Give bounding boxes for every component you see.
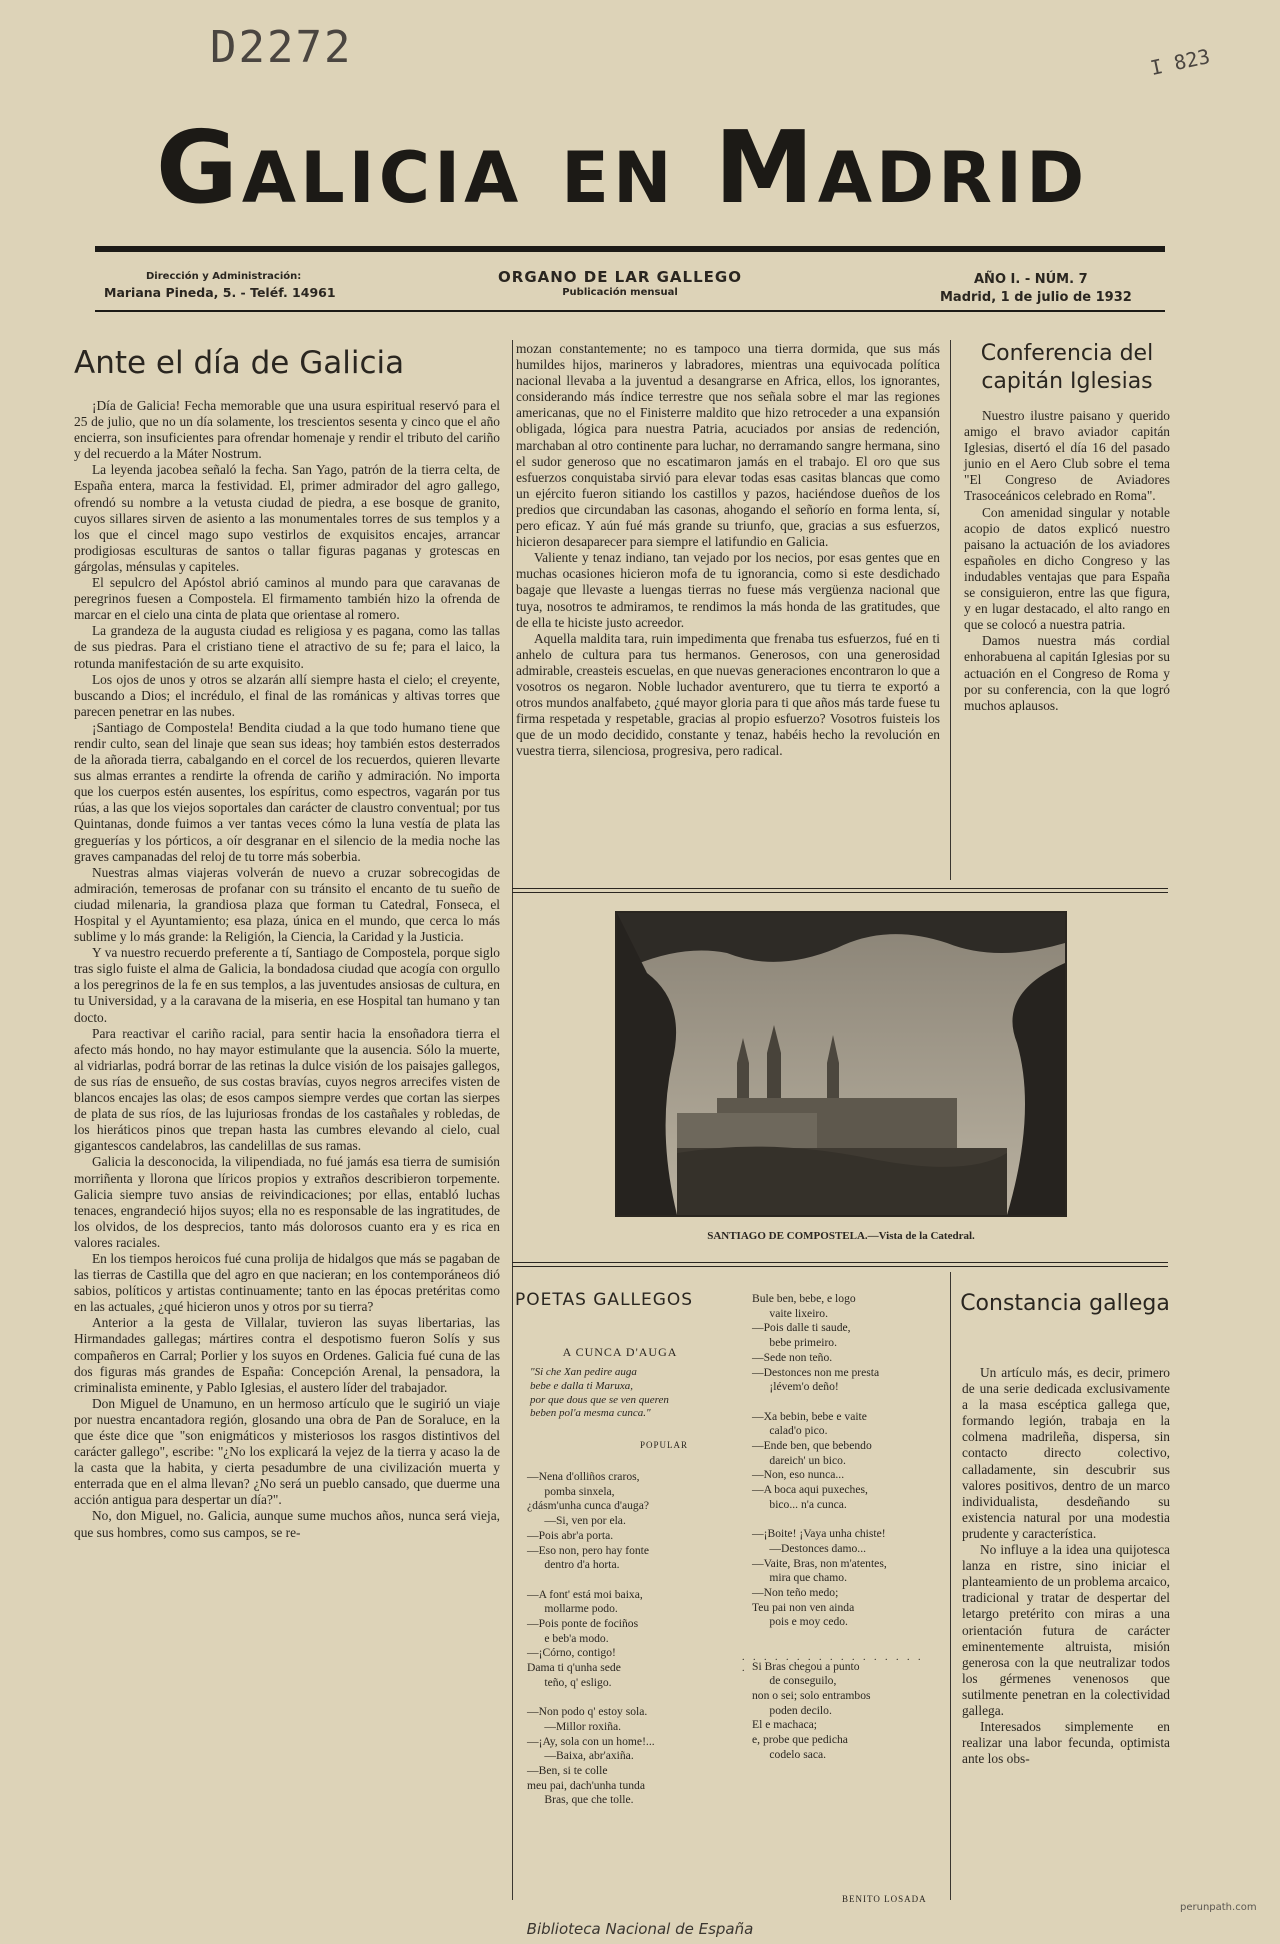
poem-line: non o sei; solo entrambos xyxy=(752,1688,871,1702)
main-article-paragraph: El sepulcro del Apóstol abrió caminos al mundo para que caravanas de peregrinos fuesen a Compostela. El firmamento también hizo la ofrenda de marcar en el cielo una cinta de plata que orientase al romero. xyxy=(74,575,500,623)
poem-line: —¡Ay, sola con un home!... xyxy=(527,1734,655,1748)
main-article-column-1 xyxy=(74,398,500,1541)
poem-line xyxy=(752,1395,942,1410)
main-article-column-2 xyxy=(516,341,940,759)
poem-line: Teu pai non ven ainda xyxy=(752,1600,855,1614)
poem-line: teño, q' esligo. xyxy=(527,1675,612,1689)
masthead-rule xyxy=(95,310,1165,312)
masthead-issue xyxy=(900,272,1180,305)
issue-date: Madrid, 1 de julio de 1932 xyxy=(940,290,1132,305)
poem-line: ¿dásm'unha cunca d'auga? xyxy=(527,1499,649,1513)
poem-line: —Millor roxiña. xyxy=(527,1719,622,1733)
organ-name: ORGANO DE LAR GALLEGO xyxy=(498,268,742,286)
shelf-mark: I 823 xyxy=(1148,44,1213,80)
main-article-paragraph: Los ojos de unos y otros se alzarán allí siempre hasta el cielo; el creyente, buscando a Dios; el incrédulo, el final de las románicas y altivas torres que parecen penetrar en las nubes. xyxy=(74,671,500,719)
poem-line: bico... n'a cunca. xyxy=(752,1497,847,1511)
photo-separator-bottom xyxy=(512,1262,1168,1267)
poem-line: pomba sinxela, xyxy=(527,1484,615,1498)
poem-line: —Pois abr'a porta. xyxy=(527,1528,614,1542)
poem-line: Bras, que che tolle. xyxy=(527,1793,634,1807)
poetry-section-title: POETAS GALLEGOS xyxy=(515,1290,694,1310)
dotted-separator: . . . . . . . . . . . . . . . . . . xyxy=(742,1652,924,1674)
poem-line: —¡Boite! ¡Vaya unha chiste! xyxy=(752,1527,886,1541)
poem-line: —Ben, si te colle xyxy=(527,1764,608,1778)
poem-line: —Nena d'olliños craros, xyxy=(527,1470,640,1483)
poem-line: Si Bras chegou a punto xyxy=(752,1659,860,1673)
poem-line: mollarme podo. xyxy=(527,1602,618,1616)
photo-separator-top xyxy=(512,888,1168,893)
poem-line xyxy=(752,1630,942,1645)
poem-line: Dama ti q'unha sede xyxy=(527,1661,621,1675)
poem-line: —Xa bebin, bebe e vaite xyxy=(752,1409,867,1423)
masthead-address xyxy=(104,271,384,300)
poem-line: —Non teño medo; xyxy=(752,1586,839,1600)
poem-line: —¡Córno, contigo! xyxy=(527,1646,616,1660)
poem-line: —Non podo q' estoy sola. xyxy=(527,1705,648,1719)
column-divider-2 xyxy=(950,340,951,880)
address-label: Dirección y Administración: xyxy=(146,271,302,282)
main-article-paragraph: La grandeza de la augusta ciudad es religiosa y es pagana, como las tallas de sus piedras. Para el cristiano tiene el atractivo de su fe; para el laico, la rotunda manifestación de su arte exquisito. xyxy=(74,623,500,671)
poem-author: BENITO LOSADA xyxy=(842,1894,927,1904)
cathedral-photo xyxy=(615,911,1067,1217)
library-footer: Biblioteca Nacional de España xyxy=(526,1920,754,1938)
conference-paragraph: Nuestro ilustre paisano y querido amigo el bravo aviador capitán Iglesias, disertó el día 16 del pasado junio en el Aero Club sobre el tema "El Congreso de Aviadores Trasoceánicos celebrado en Roma". xyxy=(964,408,1170,504)
main-article-paragraph: Para reactivar el cariño racial, para sentir hacia la ensoñadora tierra el afecto más hondo, no hay mayor estimulante que la ausencia. Sólo la muerte, al vidriarlas, podrá borrar de las retinas la dulce visión de los paisajes gallegos, de sus rías de ensueño, de sus costas bravías, cuyos negros arrecifes visten de blancos encajes las olas; de esos campos siempre verdes que cortan las sierpes de plata de sus ríos, de las lujuriosas frondas de los castañales y robledas, de los hieráticos pinos que trepan hasta las cumbres elevando al cielo, cual gigantescos candelabros, las candelillas de sus ramas. xyxy=(74,1025,500,1154)
poem-line: ¡lévem'o deño! xyxy=(752,1380,839,1394)
poem-line: meu pai, dach'unha tunda xyxy=(527,1778,645,1792)
poem-line: bebe e dalla ti Maruxa, xyxy=(530,1379,633,1392)
poem-line: —Baixa, abr'axiña. xyxy=(527,1749,634,1763)
main-article-paragraph: No, don Miguel, no. Galicia, aunque sume muchos años, nunca será vieja, que sus hombres, como sus campos, se re- xyxy=(74,1508,500,1540)
constancia-paragraph: Un artículo más, es decir, primero de una serie dedicada exclusivamente a la masa escéptica gallega que, formando legión, trabaja en la colmena madrileña, dispersa, sin contacto directo colectivo, calladamente, sin descubrir sus valores positivos, dentro de un marco individualista, desdeñando su existencia natural por una modestia prudente y característica. xyxy=(962,1365,1170,1541)
poem-line: calad'o pico. xyxy=(752,1424,828,1438)
poem-epigraph xyxy=(530,1366,730,1421)
newspaper-title: Galicia en Madrid xyxy=(155,109,1089,226)
conference-paragraph: Damos nuestra más cordial enhorabuena al capitán Iglesias por su actuación en el Congreso de Roma y por su conferencia, con la que logró muchos aplausos. xyxy=(964,633,1170,713)
address-line: Mariana Pineda, 5. - Teléf. 14961 xyxy=(104,285,336,300)
main-article-paragraph: mozan constantemente; no es tampoco una tierra dormida, que sus más humildes hijos, marineros y labradores, mientras una equivocada política nacional llevaba a la juventud a desangrarse en Africa, ellos, los ignorantes, considerando más índice terrestre que nos señala sobre el mar las regiones americanas, que no el Finisterre maldito que hizo retroceder a una expansión obligada, lógica para nuestra Patria, acuciados por ansias de redención, marchaban al otro continente para luchar, no derramando sangre hermana, sino el sudor generoso que no escatimaron jamás en el trabajo. El oro que sus esfuerzos conquistaba sirvió para elevar todas esas casitas blancas que como un ejército fueron sitiando los castillos y pazos, haciéndose dueños de los predios que circundaban las casonas, ahogando el señorío en forma lenta, sí, pero eficaz. Y aún fué más grande su triunfo, que, gracias a sus esfuerzos, hicieron desaparecer para siempre el latifundio en Galicia. xyxy=(516,341,940,550)
constancia-paragraph: Interesados simplemente en realizar una labor fecunda, optimista ante los obs- xyxy=(962,1719,1170,1767)
poem-line: —Vaite, Bras, non m'atentes, xyxy=(752,1556,887,1570)
poem-line: e beb'a modo. xyxy=(527,1631,609,1645)
poem-line xyxy=(752,1513,942,1528)
constancia-article-body xyxy=(962,1365,1170,1767)
poem-line: —Ende ben, que bebendo xyxy=(752,1439,872,1453)
poem-line: beben pol'a mesma cunca." xyxy=(530,1407,651,1420)
poem-line: poden decilo. xyxy=(752,1703,832,1717)
poem-line: dareich' un bico. xyxy=(752,1453,846,1467)
column-divider-1 xyxy=(512,340,513,1900)
poem-line: "Si che Xan pedire auga xyxy=(530,1366,637,1378)
conference-article-title: Conferencia del capitán Iglesias xyxy=(980,341,1154,394)
main-article-paragraph: La leyenda jacobea señaló la fecha. San Yago, patrón de la tierra celta, de España entera, marca la festividad. El, primer admirador del agro gallego, ofrendó su nombre a la vetusta ciudad de piedra, a ese bosque de granito, cuyos sillares sirven de asiento a las monumentales torres de sus templos y a los que el cincel mago supo vestirlos de exquisitos encajes, arrancar prodigiosas esculturas de santos o tallar figuras paganas y grotescas en gárgolas, ménsulas y capiteles. xyxy=(74,462,500,574)
poem-line: —Pois ponte de fociños xyxy=(527,1617,639,1631)
poem-line: —Destonces non me presta xyxy=(752,1365,880,1379)
poem-line: —Si, ven por ela. xyxy=(527,1514,626,1528)
poem-line: —Pois dalle ti saude, xyxy=(752,1321,851,1335)
publication-frequency: Publicación mensual xyxy=(562,287,678,298)
poem-line xyxy=(527,1691,742,1706)
poem-title: A CUNCA D'AUGA xyxy=(562,1345,678,1359)
poem-line: —Destonces damo... xyxy=(752,1541,866,1555)
constancia-paragraph: No influye a la idea una quijotesca lanza en ristre, sino iniciar el planteamiento de un problema arcaico, tradicional y tratar de despertar del letargo pretérito con miras a una orientación futura de carácter eminentemente altruista, misión generosa con la que neutralizar todos los gérmenes venenosos que sutilmente penetran en la colectividad gallega. xyxy=(962,1542,1170,1718)
main-article-paragraph: ¡Santiago de Compostela! Bendita ciudad a la que todo humano tiene que rendir culto, sean del linaje que sean sus ideas; hoy también estos desterrados de la añorada tierra, cabalgando en el corcel de los recuerdos, quieren llevarte sus almas errantes a rendirte la ofrenda de cariño y admiración. No importa que los cuerpos estén ausentes, los espíritus, como espectros, vagarán por tus rúas, a las que los viejos soportales dan carácter de claustro conventual; por tus Quintanas, donde fuimos a ver tantas veces cómo la luna vestía de plata las greguerías y los pórticos, a oír desgranar en el silencio de la media noche las graves campanadas del reloj de tu torre más soberbia. xyxy=(74,719,500,864)
epigraph-source: POPULAR xyxy=(640,1440,689,1450)
main-article-paragraph: En los tiempos heroicos fué cuna prolija de hidalgos que más se pagaban de las tierras de Castilla que del agro en que nacieran; en los contemporáneos dió sabios, políticos y artistas continuamente; tanto en las épocas pretéritas como en las actuales, ¿qué hicieron unos y otros por su tierra? xyxy=(74,1250,500,1315)
poem-line: e, probe que pedicha xyxy=(752,1733,848,1747)
poem-line: codelo saca. xyxy=(752,1747,827,1761)
main-article-paragraph: Galicia la desconocida, la vilipendiada, no fué jamás esa tierra de sumisión morriñenta y llorona que líricos propios y extraños describieron torpemente. Galicia siempre tuvo ansias de reivindicaciones; por ellas, entabló luchas tenaces, engrandeció hijos suyos; ella no es responsable de las ingratitudes, de los olvidos, de los desprecios, tanto más dolorosos cuanto era y es rica en valores raciales. xyxy=(74,1154,500,1250)
poem-line: Bule ben, bebe, e logo xyxy=(752,1292,856,1305)
column-divider-3 xyxy=(950,1272,951,1900)
main-article-paragraph: Anterior a la gesta de Villalar, tuvieron las suyas libertarias, las Hirmandades gallegas; mártires contra el despotismo fueron Solís y sus compañeros en Carral; Porlier y los suyos en Ordenes. Galicia fué cuna de las dos figuras más grandes de España: Concepción Arenal, la pensadora, la criminalista eminente, y Pablo Iglesias, el austero líder del trabajador. xyxy=(74,1315,500,1395)
poem-line: dentro d'a horta. xyxy=(527,1558,620,1572)
main-article-paragraph: Y va nuestro recuerdo preferente a tí, Santiago de Compostela, porque siglo tras siglo fuiste el alma de Galicia, la bondadosa ciudad que acogía con orgullo a los peregrinos de la fe en sus templos, a las juventudes ansiosas de cultura, en tu Universidad, y a la caravana de la miseria, en ese Hospital tan humano y tan docto. xyxy=(74,945,500,1025)
main-article-paragraph: Valiente y tenaz indiano, tan vejado por los necios, por esas gentes que en muchas ocasiones hicieron mofa de tu ignorancia, como si este desdichado bagaje que llevaste a luengas tierras no fuese más vergüenza nacional que tuya, nosotros te admiramos, te rendimos la más honda de las gratitudes, que de ella te hiciste justo acreedor. xyxy=(516,550,940,630)
poem-line: —A boca aqui puxeches, xyxy=(752,1483,868,1497)
poem-column-a xyxy=(527,1470,742,1808)
poem-line: por que dous que se ven queren xyxy=(530,1393,669,1406)
conference-article-body xyxy=(964,408,1170,714)
catalog-stamp: D2272 xyxy=(210,22,353,73)
poem-line: vaite lixeiro. xyxy=(752,1306,828,1320)
photo-caption: SANTIAGO DE COMPOSTELA.—Vista de la Catedral. xyxy=(707,1230,975,1242)
cathedral-photo-illustration xyxy=(617,913,1065,1215)
issue-number: AÑO I. - NÚM. 7 xyxy=(974,272,1088,287)
title-rule xyxy=(95,246,1165,252)
poem-line: —Eso non, pero hay fonte xyxy=(527,1543,650,1557)
watermark: perunpath.com xyxy=(1180,1902,1257,1913)
poem-line xyxy=(527,1573,742,1588)
main-article-paragraph: Nuestras almas viajeras volverán de nuevo a cruzar sobrecogidas de admiración, temerosas de profanar con su tránsito el encanto de tu sueño de ciudad milenaria, la grandiosa plaza que forman tu Catedral, Fonseca, el Hospital y el Ayuntamiento; esa plaza, única en el mundo, que cerca lo más sublime y lo más grande: la Religión, la Ciencia, la Caridad y la Justicia. xyxy=(74,864,500,945)
poem-line: de conseguilo, xyxy=(752,1674,837,1688)
poem-line: bebe primeiro. xyxy=(752,1336,837,1350)
conference-paragraph: Con amenidad singular y notable acopio de datos explicó nuestro paisano la actuación de los aviadores españoles en dicho Congreso y las indudables ventajas que para España se consiguieron, entre las que figura, y en lugar destacado, el alto rango en que se colocó a nuestra patria. xyxy=(964,504,1170,633)
constancia-article-title: Constancia gallega xyxy=(960,1291,1170,1316)
poem-line: —A font' está moi baixa, xyxy=(527,1587,643,1601)
main-article-paragraph: ¡Día de Galicia! Fecha memorable que una usura espiritual reservó para el 25 de julio, que no un día solamente, los trescientos sesenta y cinco que el año encierra, son insuficientes para ofrendar homenaje y rendir el tributo del cariño y del recuerdo a la Máter Nostrum. xyxy=(74,398,500,462)
poem-line: —Non, eso nunca... xyxy=(752,1468,845,1482)
main-article-paragraph: Don Miguel de Unamuno, en un hermoso artículo que le sugirió un viaje por nuestra encantadora región, glosando una obra de Pan de Soraluce, en la que éste dice que "son enigmáticos y misteriosos los rasgos distintivos del carácter gallego", escribe: "¿No los explicará la vejez de la tierra y acaso la de la casta que la habita, y cierta pesadumbre de una civilización muerta y enterrada que en el alma llevan? ¿No será un pueblo cansado, que duerme una acción antigua para despertar un día?". xyxy=(74,1395,500,1508)
poem-line: El e machaca; xyxy=(752,1718,818,1732)
poem-line: mira que chamo. xyxy=(752,1571,847,1585)
main-article-title: Ante el día de Galicia xyxy=(74,345,405,381)
poem-column-b xyxy=(752,1292,942,1763)
main-article-paragraph: Aquella maldita tara, ruin impedimenta que frenaba tus esfuerzos, fué en ti anhelo de cultura para tus hermanos. Generosos, con una generosidad admirable, creasteis escuelas, en que nuevas generaciones encontraron lo que a vosotros os negaron. Noble luchador aventurero, que tu tierra te exportó a otros mundos analfabeto, ¿qué mayor gloria para ti que años más tarde fuese tu firma respetada y respetable, gracias al propio esfuerzo? Vosotros fuisteis los que de un modo decidido, constante y tenaz, habéis hecho la revolución en vuestra tierra, silenciosa, progresiva, pero radical. xyxy=(516,630,940,759)
poem-line: pois e moy cedo. xyxy=(752,1615,848,1629)
poem-line: —Sede non teño. xyxy=(752,1350,833,1364)
masthead-organ xyxy=(440,268,800,298)
